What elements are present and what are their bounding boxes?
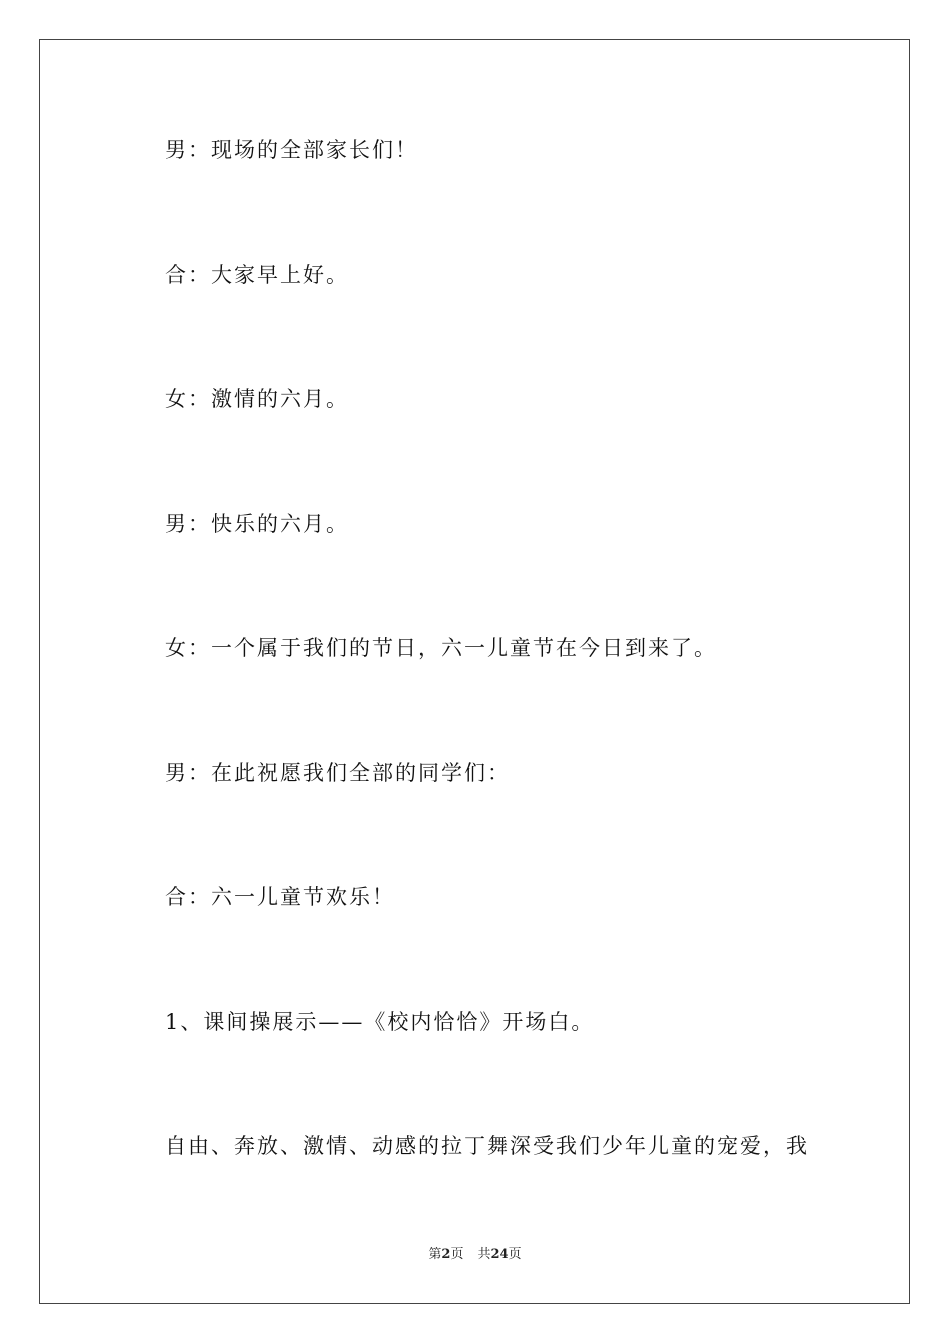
page-prefix: 第 [428, 1247, 442, 1262]
dialogue-line: 女：一个属于我们的节日，六一儿童节在今日到来了。 [165, 636, 717, 660]
dialogue-line: 男：在此祝愿我们全部的同学们： [165, 761, 510, 785]
total-prefix: 共 [477, 1247, 491, 1262]
total-suffix: 页 [508, 1247, 522, 1262]
dialogue-line: 女：激情的六月。 [165, 387, 349, 411]
page-border [39, 39, 910, 1304]
paragraph-line: 自由、奔放、激情、动感的拉丁舞深受我们少年儿童的宠爱，我 [165, 1134, 809, 1158]
section-heading: 1、课间操展示——《校内恰恰》开场白。 [165, 1010, 595, 1034]
total-pages-number: 24 [490, 1247, 509, 1262]
dialogue-line: 合：大家早上好。 [165, 263, 349, 287]
page-footer [0, 1246, 950, 1264]
dialogue-line: 合：六一儿童节欢乐！ [165, 885, 395, 909]
dialogue-line: 男：快乐的六月。 [165, 512, 349, 536]
current-page-number: 2 [441, 1247, 451, 1262]
dialogue-line: 男：现场的全部家长们！ [165, 138, 418, 162]
page-suffix: 页 [450, 1247, 464, 1262]
